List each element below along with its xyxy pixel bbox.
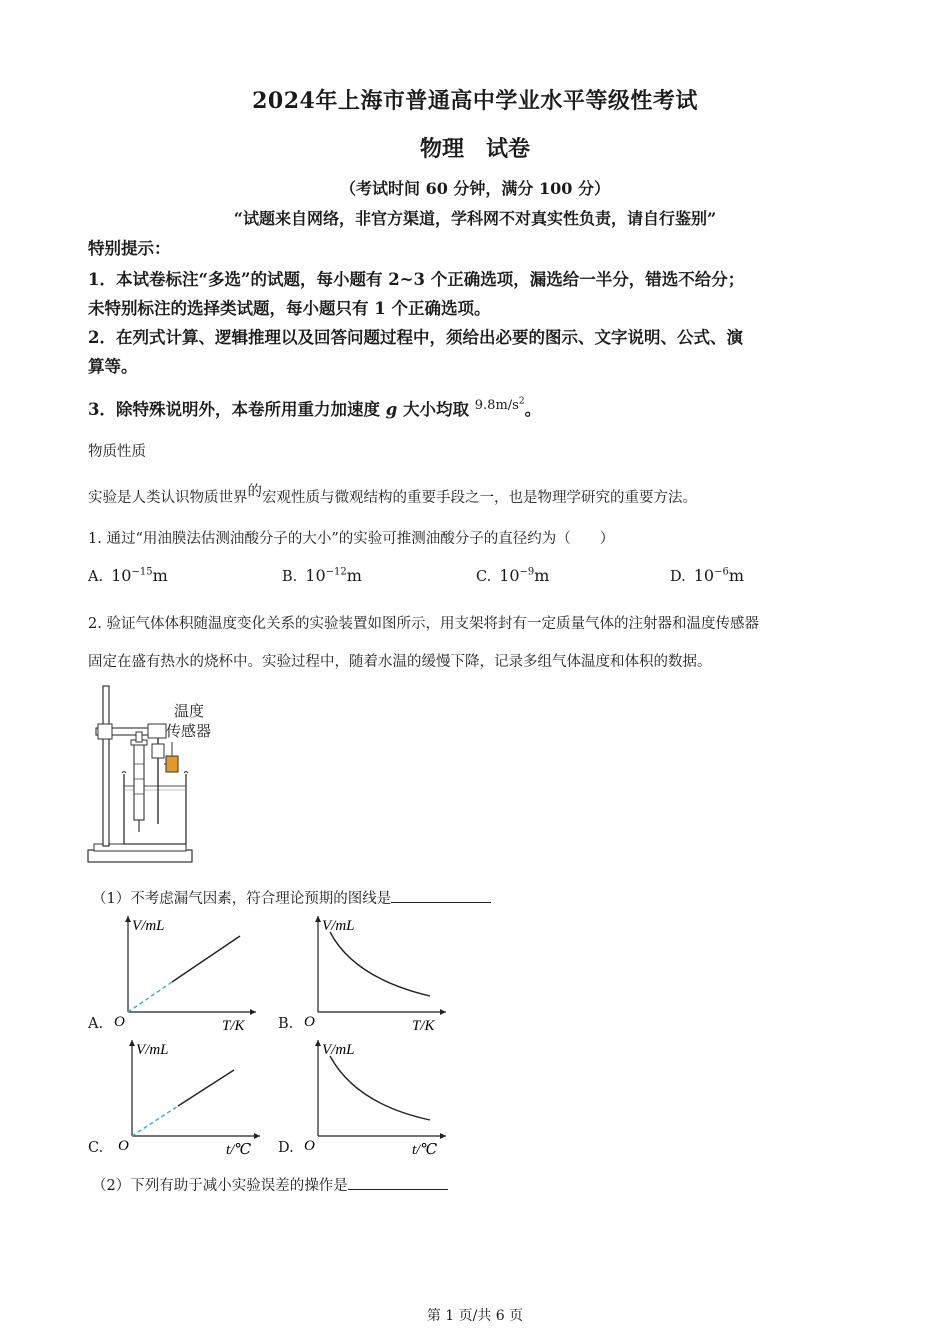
graph-b-curve (330, 932, 430, 996)
graph-b-ylabel: V/mL (322, 918, 355, 934)
time-info: （考试时间 60 分钟，满分 100 分） (340, 179, 610, 198)
graph-b (300, 912, 450, 1034)
graph-d-curve (330, 1056, 430, 1120)
exam-title: 2024年上海市普通高中学业水平等级性考试 (252, 88, 698, 114)
q2-sub2: （2）下列有助于减小实验误差的操作是 (92, 1174, 448, 1195)
section-title: 物质性质 (88, 444, 146, 460)
notice-item1-line1: 1．本试卷标注“多选”的试题，每小题有 2~3 个正确选项，漏选给一半分，错选不给分； (88, 270, 745, 289)
subject-title: 物理 试卷 (419, 136, 530, 162)
clamp-boss (98, 724, 112, 739)
sensor-label-1: 温度 (174, 704, 205, 720)
graph-a (110, 912, 260, 1034)
graph-d (300, 1036, 450, 1158)
sensor-label-2: 传感器 (166, 724, 212, 740)
notice-item3-suffix: 。 (524, 400, 542, 419)
sensor-clamp (148, 724, 166, 738)
notice-item2-line2: 算等。 (88, 357, 138, 376)
syringe-barrel (134, 740, 144, 820)
notice-heading: 特别提示： (88, 239, 171, 258)
notice-item2-line1: 2．在列式计算、逻辑推理以及回答问题过程中，须给出必要的图示、文字说明、公式、演 (88, 328, 743, 347)
q2-stem-line2: 固定在盛有热水的烧杯中。实验过程中，随着水温的缓慢下降，记录多组气体温度和体积的数据。 (88, 654, 712, 670)
graph-a-label[interactable]: A. (88, 1016, 104, 1032)
graph-d-xlabel: t/℃ (412, 1142, 438, 1158)
graph-d-label[interactable]: D. (278, 1140, 294, 1156)
graph-a-origin: O (114, 1014, 125, 1030)
stand-base (88, 850, 192, 862)
notice-item3 (88, 396, 541, 420)
sensor-body (166, 756, 178, 772)
graph-d-ylabel: V/mL (322, 1042, 355, 1058)
page-number: 第 1 页/共 6 页 (426, 1308, 524, 1324)
graph-c-ylabel: V/mL (136, 1042, 169, 1058)
graph-c-label[interactable]: C. (88, 1140, 104, 1156)
gravity-symbol: g (385, 400, 398, 419)
graph-a-line (172, 936, 240, 982)
beaker (124, 774, 186, 844)
graph-c-line (178, 1070, 234, 1106)
graph-b-xlabel: T/K (412, 1018, 435, 1034)
graph-c-dashed-line (132, 1106, 178, 1136)
apparatus-figure (86, 684, 286, 866)
q2-sub1: （1）不考虑漏气因素，符合理论预期的图线是 (92, 887, 491, 908)
q2-stem-line1: 2. 验证气体体积随温度变化关系的实验装置如图所示，用支架将封有一定质量气体的注射器和温度传感器 (88, 616, 759, 632)
graph-b-origin: O (304, 1014, 315, 1030)
q1-option-a[interactable]: A. $10^{-15}m$ (88, 566, 168, 585)
q1-option-d[interactable]: D. $10^{-6}m$ (670, 566, 744, 585)
q2-sub1-blank[interactable] (391, 888, 491, 903)
q1-stem: 1. 通过“用油膜法估测油酸分子的大小”的实验可推测油酸分子的直径约为（ ） (88, 531, 615, 547)
notice-item3-prefix: 3．除特殊说明外，本卷所用重力加速度 (88, 400, 386, 419)
notice-item1-line2: 未特别标注的选择类试题，每小题只有 1 个正确选项。 (88, 299, 491, 318)
gravity-value: 9.8m/s2 (474, 396, 525, 413)
graph-d-origin: O (304, 1138, 315, 1154)
notice-item3-mid: 大小均取 (397, 400, 475, 419)
graph-c-xlabel: t/℃ (226, 1142, 252, 1158)
graph-a-ylabel: V/mL (132, 918, 165, 934)
disclaimer: “试题来自网络，非官方渠道，学科网不对真实性负责，请自行鉴别” (233, 209, 717, 228)
q2-sub2-blank[interactable] (348, 1175, 448, 1190)
q1-option-b[interactable]: B. $10^{-12}m$ (282, 566, 362, 585)
graph-c-origin: O (118, 1138, 129, 1154)
section-intro: 实验是人类认识物质世界的宏观性质与微观结构的重要手段之一，也是物理学研究的重要方法。 (88, 484, 697, 506)
graph-c (114, 1036, 264, 1158)
stand-rod (103, 686, 109, 846)
graph-b-label[interactable]: B. (278, 1016, 294, 1032)
syringe-plunger (136, 732, 142, 742)
graph-a-dashed-line (128, 982, 172, 1012)
q1-option-c[interactable]: C. $10^{-9}m$ (476, 566, 550, 585)
graph-a-xlabel: T/K (222, 1018, 245, 1034)
